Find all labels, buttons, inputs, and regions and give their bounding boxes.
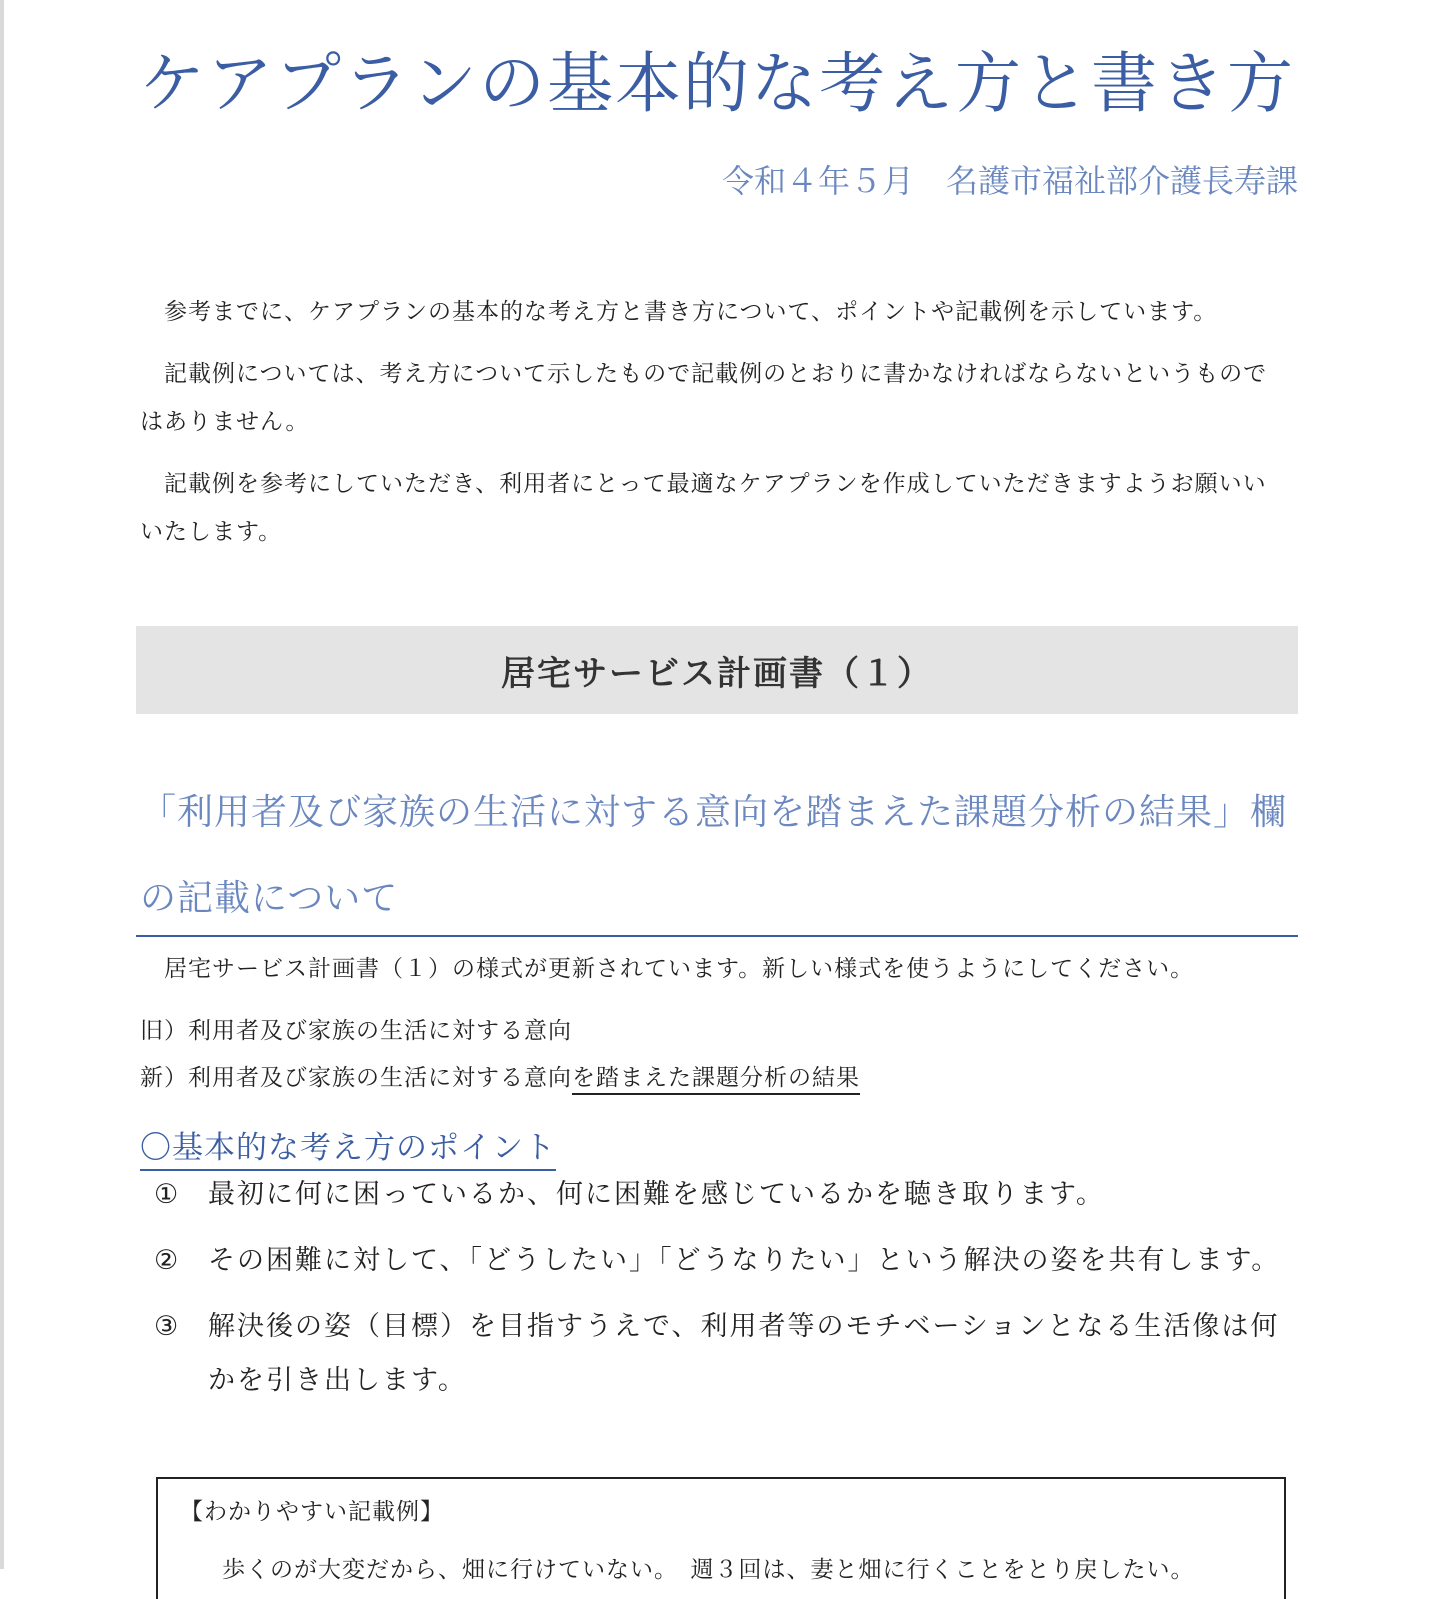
new-form-label-prefix: 新）利用者及び家族の生活に対する意向 (140, 1065, 572, 1091)
list-item-number: ③ (154, 1311, 181, 1342)
document-subtitle: 令和４年５月 名護市福祉部介護長寿課 (721, 162, 1298, 200)
intro-section (140, 288, 1280, 570)
list-item (154, 1234, 1294, 1288)
page-left-edge (0, 0, 4, 1569)
list-item-text: 最初に何に困っているか、何に困難を感じているかを聴き取ります。 (208, 1179, 1105, 1210)
list-item-number: ② (154, 1245, 181, 1276)
subsection-heading: 「利用者及び家族の生活に対する意向を踏まえた課題分析の結果」欄の記載について (140, 792, 1288, 919)
intro-paragraph: 記載例を参考にしていただき、利用者にとって最適なケアプランを作成していただきますようお願いいいたします。 (140, 471, 1267, 545)
form-update-notice: 居宅サービス計画書（１）の様式が更新されています。新しい様式を使うようにしてください。 (140, 956, 1195, 982)
list-item-number: ① (154, 1179, 181, 1210)
list-item (154, 1300, 1294, 1408)
points-list (154, 1168, 1294, 1420)
new-form-label-underlined: を踏まえた課題分析の結果 (572, 1065, 860, 1095)
example-label: 【わかりやすい記載例】 (180, 1499, 444, 1525)
list-item-text: その困難に対して、「どうしたい」「どうなりたい」という解決の姿を共有します。 (208, 1245, 1281, 1276)
intro-paragraph: 参考までに、ケアプランの基本的な考え方と書き方について、ポイントや記載例を示しています。 (140, 299, 1218, 325)
heading-divider (136, 935, 1298, 937)
document-title: ケアプランの基本的な考え方と書き方 (139, 45, 1295, 122)
intro-paragraph: 記載例については、考え方について示したもので記載例のとおりに書かなければならないというものではありません。 (140, 361, 1268, 435)
list-item (154, 1168, 1294, 1222)
list-item-text: 解決後の姿（目標）を目指すうえで、利用者等のモチベーションとなる生活像は何かを引き出します。 (208, 1311, 1280, 1396)
example-box (156, 1477, 1286, 1599)
section-title: 居宅サービス計画書（１） (136, 626, 1298, 714)
old-form-label: 旧）利用者及び家族の生活に対する意向 (140, 1018, 572, 1044)
points-heading: 〇基本的な考え方のポイント (140, 1122, 556, 1171)
new-form-label (140, 1059, 860, 1092)
example-text: 歩くのが大変だから、畑に行けていない。 週３回は、妻と畑に行くことをとり戻したい。 (198, 1557, 1195, 1583)
